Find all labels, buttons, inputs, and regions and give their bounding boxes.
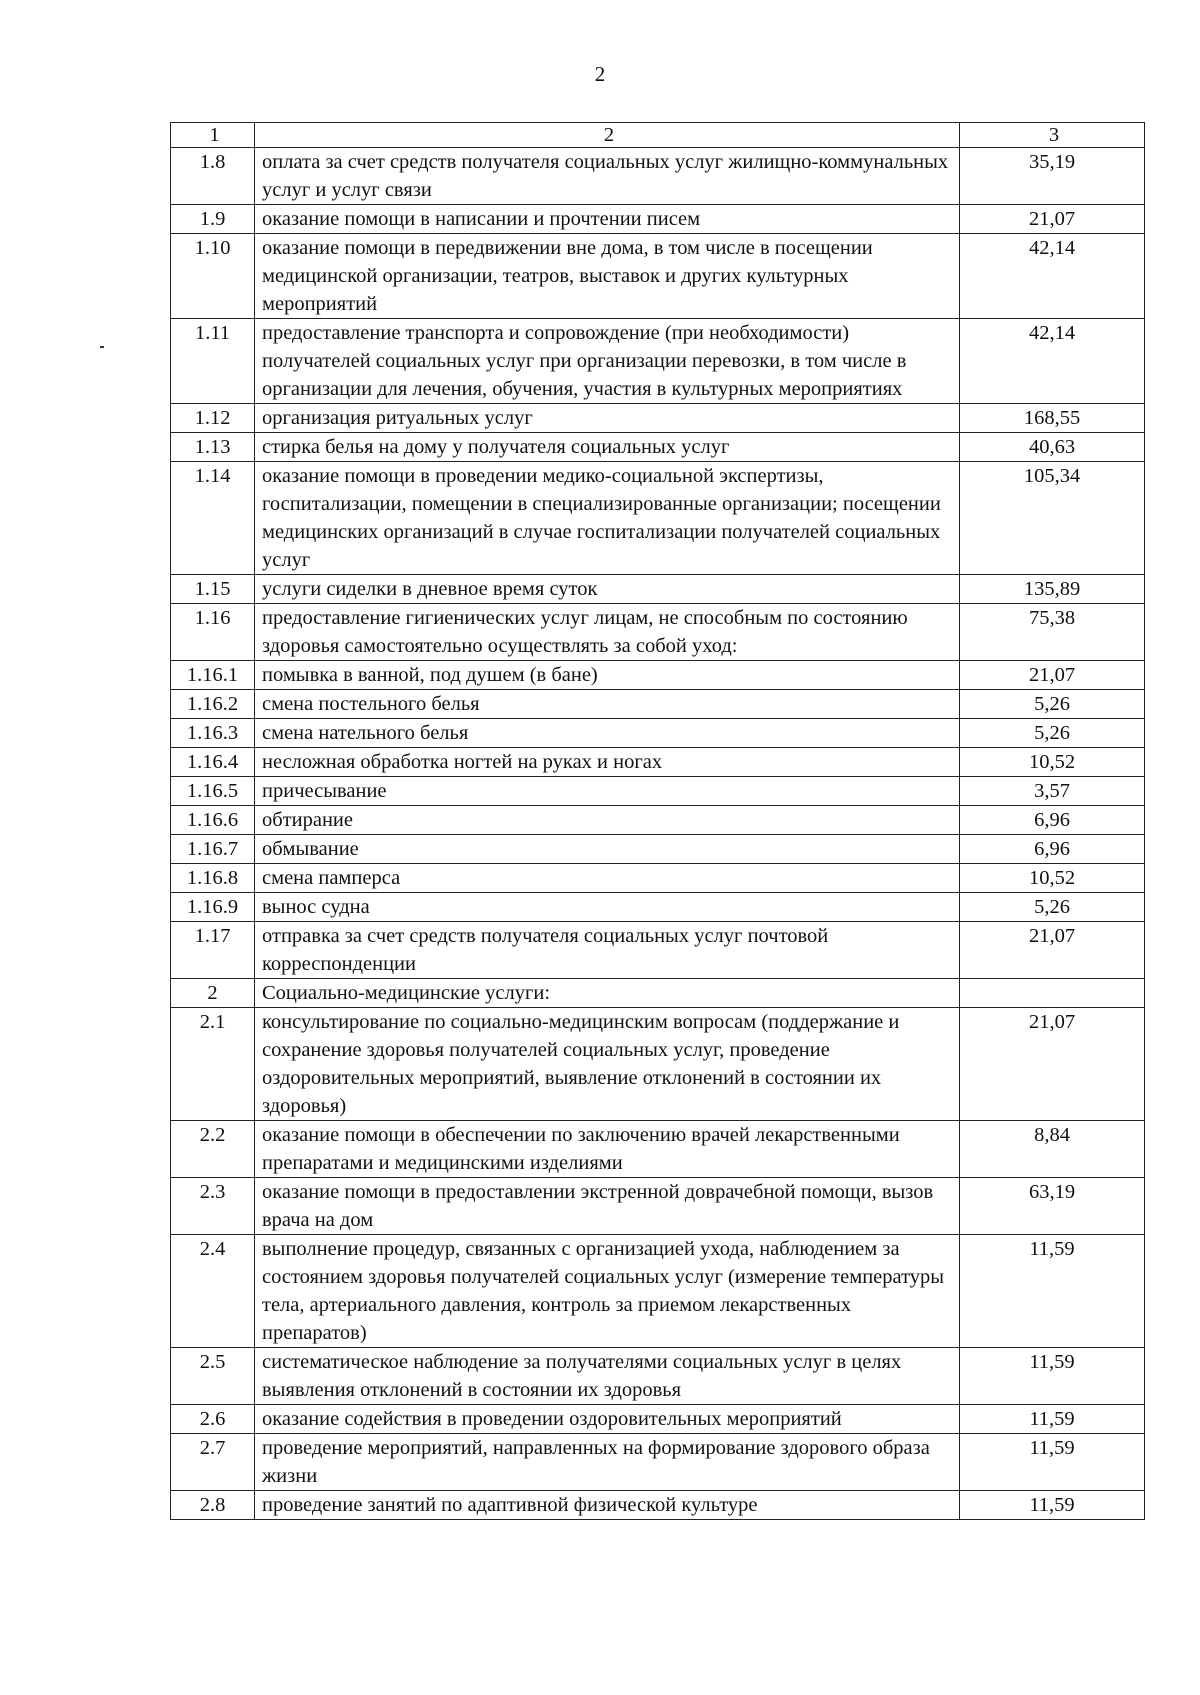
table-row [171,404,1145,433]
row-value: 11,59 [960,1434,1145,1491]
row-number: 1.16.6 [171,806,255,835]
table-row [171,1491,1145,1520]
table-row [171,1434,1145,1491]
row-number: 1.16.2 [171,690,255,719]
row-number: 2.4 [171,1235,255,1348]
row-number: 1.12 [171,404,255,433]
row-value: 21,07 [960,922,1145,979]
row-description: оказание помощи в написании и прочтении писем [255,205,960,234]
row-value: 75,38 [960,604,1145,661]
header-col-2: 2 [255,123,960,148]
page-number: 2 [594,62,606,86]
row-value: 5,26 [960,690,1145,719]
row-value: 11,59 [960,1491,1145,1520]
table-row [171,575,1145,604]
table-row [171,806,1145,835]
row-description: выполнение процедур, связанных с организацией ухода, наблюдением за состоянием здоровья получателей социальных услуг (измерение температуры тела, артериального давления, контроль за приемом лекарственных препаратов) [255,1235,960,1348]
table-row [171,1008,1145,1121]
table-row [171,864,1145,893]
row-description: предоставление гигиенических услуг лицам, не способным по состоянию здоровья самостоятельно осуществлять за собой уход: [255,604,960,661]
table-header-row [171,123,1145,148]
row-description: несложная обработка ногтей на руках и ногах [255,748,960,777]
row-description: смена памперса [255,864,960,893]
row-value: 35,19 [960,148,1145,205]
row-description: консультирование по социально-медицинским вопросам (поддержание и сохранение здоровья получателей социальных услуг, проведение оздоровительных мероприятий, выявление отклонений в состоянии их здоровья) [255,1008,960,1121]
table-row [171,748,1145,777]
row-description: оказание помощи в передвижении вне дома, в том числе в посещении медицинской организации, театров, выставок и других культурных мероприятий [255,234,960,319]
row-description: предоставление транспорта и сопровождение (при необходимости) получателей социальных услуг при организации перевозки, в том числе в организации для лечения, обучения, участия в культурных мероприятиях [255,319,960,404]
table-row [171,1405,1145,1434]
row-description: Социально-медицинские услуги: [255,979,960,1008]
row-description: оказание содействия в проведении оздоровительных мероприятий [255,1405,960,1434]
row-description: стирка белья на дому у получателя социальных услуг [255,433,960,462]
row-description: отправка за счет средств получателя социальных услуг почтовой корреспонденции [255,922,960,979]
row-number: 2.7 [171,1434,255,1491]
row-value: 63,19 [960,1178,1145,1235]
row-description: причесывание [255,777,960,806]
row-value: 21,07 [960,661,1145,690]
row-description: смена нательного белья [255,719,960,748]
row-description: помывка в ванной, под душем (в бане) [255,661,960,690]
row-value: 42,14 [960,234,1145,319]
row-value: 6,96 [960,835,1145,864]
table-row [171,1121,1145,1178]
row-value: 42,14 [960,319,1145,404]
services-table [170,122,1145,1520]
row-description: оказание помощи в проведении медико-социальной экспертизы, госпитализации, помещении в специализированные организации; посещении медицинских организаций в случае госпитализации получателей социальных услуг [255,462,960,575]
table-row [171,777,1145,806]
row-value: 11,59 [960,1348,1145,1405]
row-number: 1.16.4 [171,748,255,777]
row-value: 168,55 [960,404,1145,433]
row-value: 5,26 [960,893,1145,922]
table-row [171,835,1145,864]
row-number: 2.6 [171,1405,255,1434]
row-value: 11,59 [960,1405,1145,1434]
row-value: 3,57 [960,777,1145,806]
table-row [171,462,1145,575]
row-number: 1.17 [171,922,255,979]
row-value: 11,59 [960,1235,1145,1348]
table-row [171,319,1145,404]
row-number: 1.11 [171,319,255,404]
table-row [171,1348,1145,1405]
row-value [960,979,1145,1008]
row-description: оказание помощи в предоставлении экстренной доврачебной помощи, вызов врача на дом [255,1178,960,1235]
row-description: проведение мероприятий, направленных на формирование здорового образа жизни [255,1434,960,1491]
row-number: 1.8 [171,148,255,205]
row-number: 1.16.1 [171,661,255,690]
table-row [171,604,1145,661]
header-col-3: 3 [960,123,1145,148]
table-row [171,1235,1145,1348]
row-description: оплата за счет средств получателя социальных услуг жилищно-коммунальных услуг и услуг связи [255,148,960,205]
row-value: 40,63 [960,433,1145,462]
row-value: 135,89 [960,575,1145,604]
row-number: 1.10 [171,234,255,319]
row-description: систематическое наблюдение за получателями социальных услуг в целях выявления отклонений в состоянии их здоровья [255,1348,960,1405]
table-row [171,148,1145,205]
row-description: вынос судна [255,893,960,922]
row-number: 2.8 [171,1491,255,1520]
table-row [171,893,1145,922]
row-number: 1.16.8 [171,864,255,893]
row-value: 5,26 [960,719,1145,748]
row-number: 1.15 [171,575,255,604]
row-value: 21,07 [960,205,1145,234]
table-row [171,1178,1145,1235]
row-number: 1.16.3 [171,719,255,748]
row-number: 1.16 [171,604,255,661]
row-number: 2.5 [171,1348,255,1405]
row-number: 1.13 [171,433,255,462]
row-description: смена постельного белья [255,690,960,719]
table-row [171,661,1145,690]
row-description: организация ритуальных услуг [255,404,960,433]
row-value: 21,07 [960,1008,1145,1121]
row-value: 6,96 [960,806,1145,835]
table-row [171,433,1145,462]
row-description: обмывание [255,835,960,864]
row-description: проведение занятий по адаптивной физической культуре [255,1491,960,1520]
table-row [171,979,1145,1008]
row-number: 2.2 [171,1121,255,1178]
table-row [171,205,1145,234]
table-row [171,922,1145,979]
row-number: 1.16.7 [171,835,255,864]
row-number: 1.14 [171,462,255,575]
row-value: 8,84 [960,1121,1145,1178]
row-number: 2 [171,979,255,1008]
row-value: 105,34 [960,462,1145,575]
table-row [171,234,1145,319]
table-row [171,690,1145,719]
scan-speck [100,346,104,348]
row-description: обтирание [255,806,960,835]
row-number: 1.16.5 [171,777,255,806]
row-number: 2.3 [171,1178,255,1235]
row-value: 10,52 [960,864,1145,893]
row-number: 1.16.9 [171,893,255,922]
row-description: услуги сиделки в дневное время суток [255,575,960,604]
row-description: оказание помощи в обеспечении по заключению врачей лекарственными препаратами и медицинскими изделиями [255,1121,960,1178]
row-value: 10,52 [960,748,1145,777]
table-row [171,719,1145,748]
row-number: 1.9 [171,205,255,234]
row-number: 2.1 [171,1008,255,1121]
header-col-1: 1 [171,123,255,148]
